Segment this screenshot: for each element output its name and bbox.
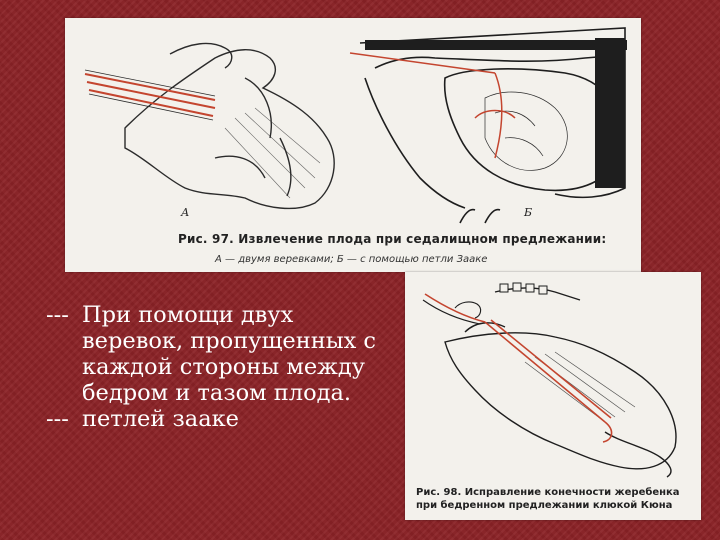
figure-98-drawing	[405, 272, 701, 520]
list-marker: ---	[46, 406, 69, 432]
figure-98-caption: Рис. 98. Исправление конечности жеребенка при бедренном предлежании клюкой Кюна	[416, 487, 680, 511]
list-marker: ---	[46, 302, 69, 328]
figure-97-caption: Рис. 97. Извлечение плода при седалищном предлежании:	[178, 232, 607, 246]
figure-98-illustration	[405, 272, 701, 520]
list-item-text: При помощи двух веревок, пропущенных с каждой стороны между бедром и тазом плода.	[82, 302, 377, 406]
figure-97-illustration	[65, 18, 641, 272]
list-item	[46, 406, 391, 432]
figure-97-subcaption: А — двумя веревками; Б — с помощью петли Зааке	[215, 254, 488, 265]
figure-97-label-a: А	[181, 206, 190, 219]
list-item	[46, 302, 391, 406]
slide-text	[46, 302, 391, 432]
list-item-text: петлей зааке	[82, 406, 239, 432]
figure-97-label-b: Б	[524, 206, 533, 219]
